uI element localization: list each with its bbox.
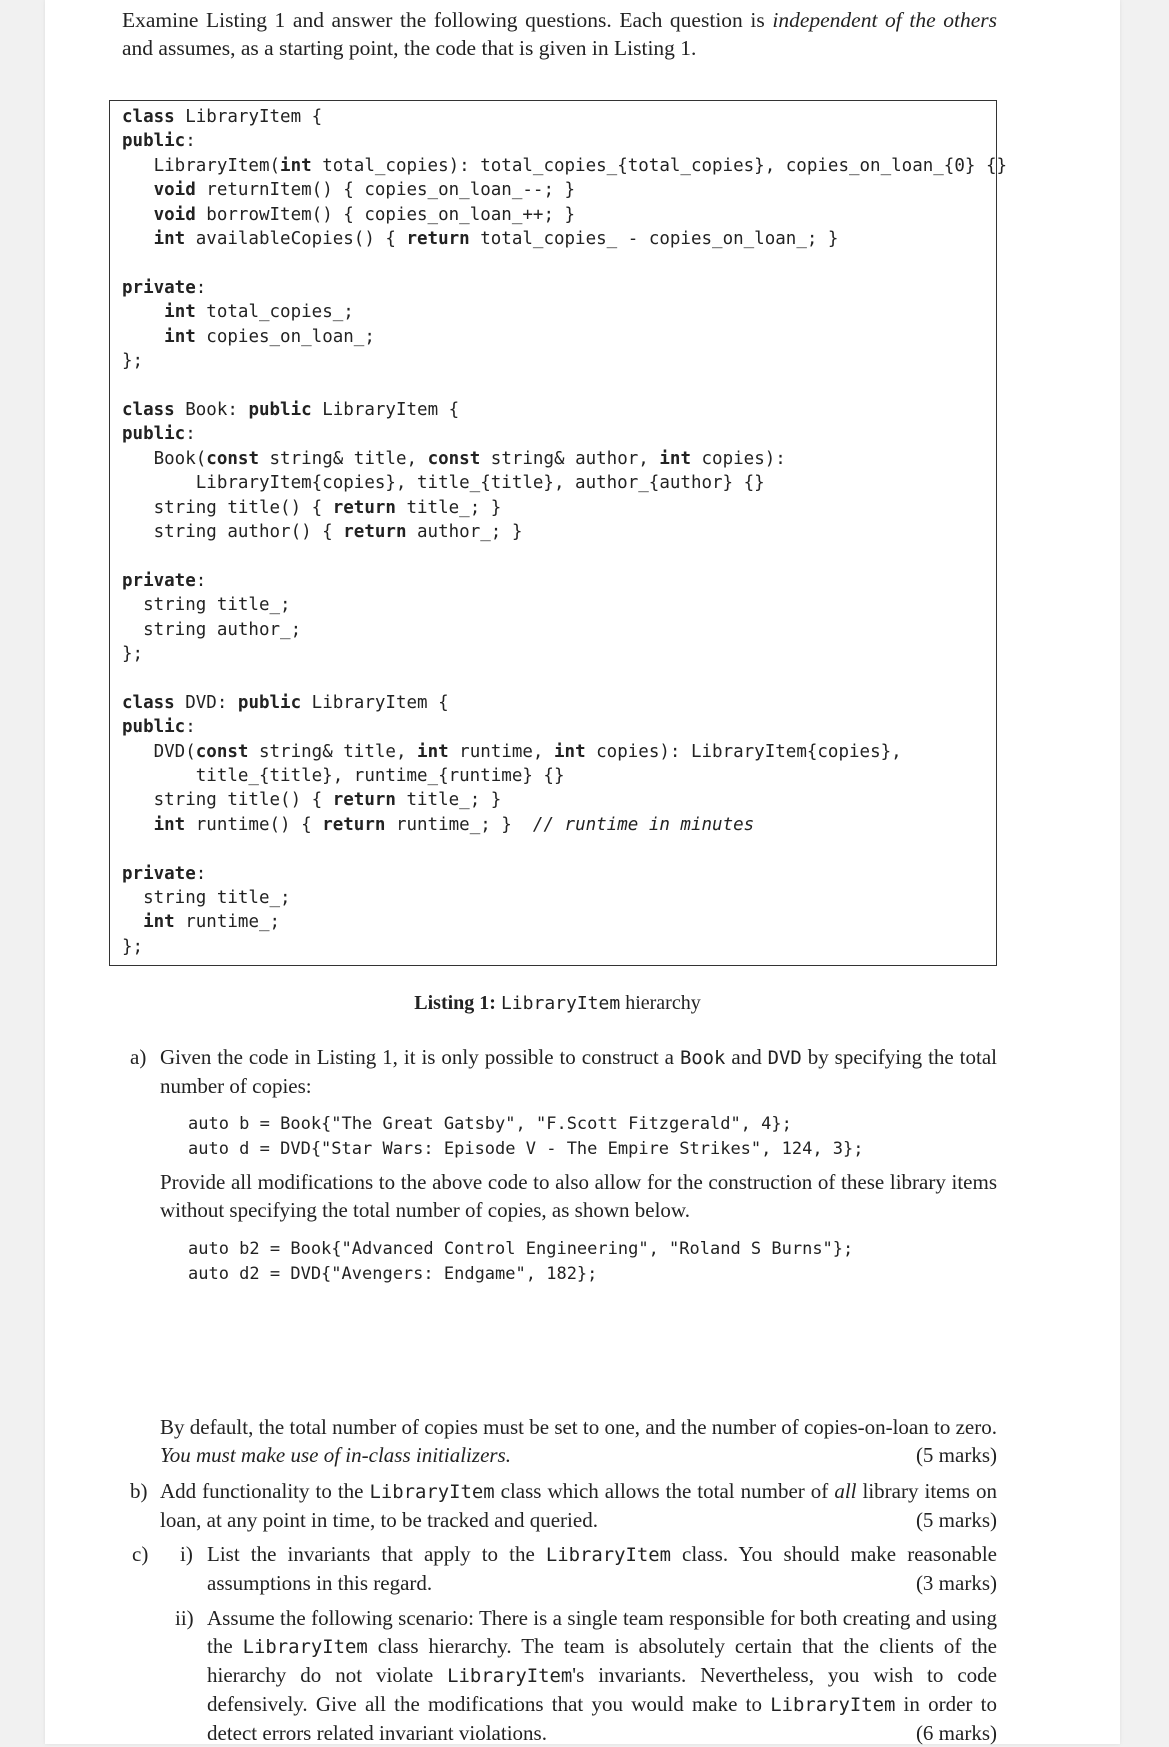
question-a-label: a) — [130, 1045, 147, 1069]
listing-1-code-box — [109, 100, 1008, 966]
question-c-ii-text: Assume the following scenario: There is a single team responsible for both creating and using the LibraryItem class hierarchy. The team is absolutely certain that the clients of the hierarchy do not violate LibraryItem's invariants. Nevertheless, you wish to code defensively. Give all the modifications that you would make to LibraryItem in order to detect errors related invariant violations. (6 marks) — [207, 1606, 998, 1745]
question-b-marks: (5 marks) — [915, 1508, 997, 1532]
question-a-snippet-2: auto b2 = Book{"Advanced Control Engineering", "Roland S Burns"}; auto d2 = DVD{"Avengers: Endgame", 182}; — [188, 1239, 854, 1284]
question-c-label: c) — [132, 1542, 149, 1566]
question-b-label: b) — [130, 1479, 148, 1503]
question-a-marks: (5 marks) — [915, 1443, 997, 1467]
listing-1-code: class LibraryItem { public: LibraryItem(int total_copies): total_copies_{total_copies}, copies_on_loan_{0} {} void returnItem() { copies_on_loan_--; } void borrowItem() { copies_on_loan_++; } int availableCopies() { return total_copies_ - copies_on_loan_; } private: int total_copies_; int copies_on_loan_; }; class Book: public LibraryItem { public: Book(const string& title, const string& author, int copies): LibraryItem{copies}, title_{title}, author_{author} {} string title() { return title_; } string author() { return author_; } private: string title_; string author_; }; class DVD: public LibraryItem { public: DVD(const string& title, int runtime, int copies): LibraryItem{copies}, title_{title}, runtime_{runtime} {} string title() { return title_; } int runtime() { return runtime_; } // runtime in minutes private: string title_; int runtime_; }; — [122, 107, 1008, 957]
listing-1-caption: Listing 1: LibraryItem hierarchy — [414, 992, 701, 1014]
question-c-ii-label: ii) — [175, 1606, 194, 1630]
question-c-i-marks: (3 marks) — [915, 1571, 997, 1595]
question-c-ii-marks: (6 marks) — [915, 1721, 997, 1745]
intro-paragraph: Examine Listing 1 and answer the following questions. Each question is independent of the others and assumes, as a starting point, the code that is given in Listing 1. — [122, 8, 997, 60]
question-c-i-text: List the invariants that apply to the LibraryItem class. You should make reasonable assumptions in this regard. (3 marks) — [207, 1542, 997, 1595]
question-c-i-label: i) — [180, 1542, 193, 1566]
question-b-text: Add functionality to the LibraryItem class which allows the total number of all library items on loan, at any point in time, to be tracked and queried. (5 marks) — [160, 1479, 997, 1532]
question-a-text-3: By default, the total number of copies must be set to one, and the number of copies-on-loan to zero. You must make use of in-class initializers. (5 marks) — [160, 1415, 997, 1467]
question-a-text-2: Provide all modifications to the above code to also allow for the construction of these library items without specifying the total number of copies, as shown below. — [160, 1170, 997, 1222]
question-a-text: Given the code in Listing 1, it is only possible to construct a Book and DVD by specifying the total number of copies: — [160, 1045, 998, 1098]
question-a-snippet-1: auto b = Book{"The Great Gatsby", "F.Scott Fitzgerald", 4}; auto d = DVD{"Star Wars: Episode V - The Empire Strikes", 124, 3}; — [188, 1114, 864, 1159]
